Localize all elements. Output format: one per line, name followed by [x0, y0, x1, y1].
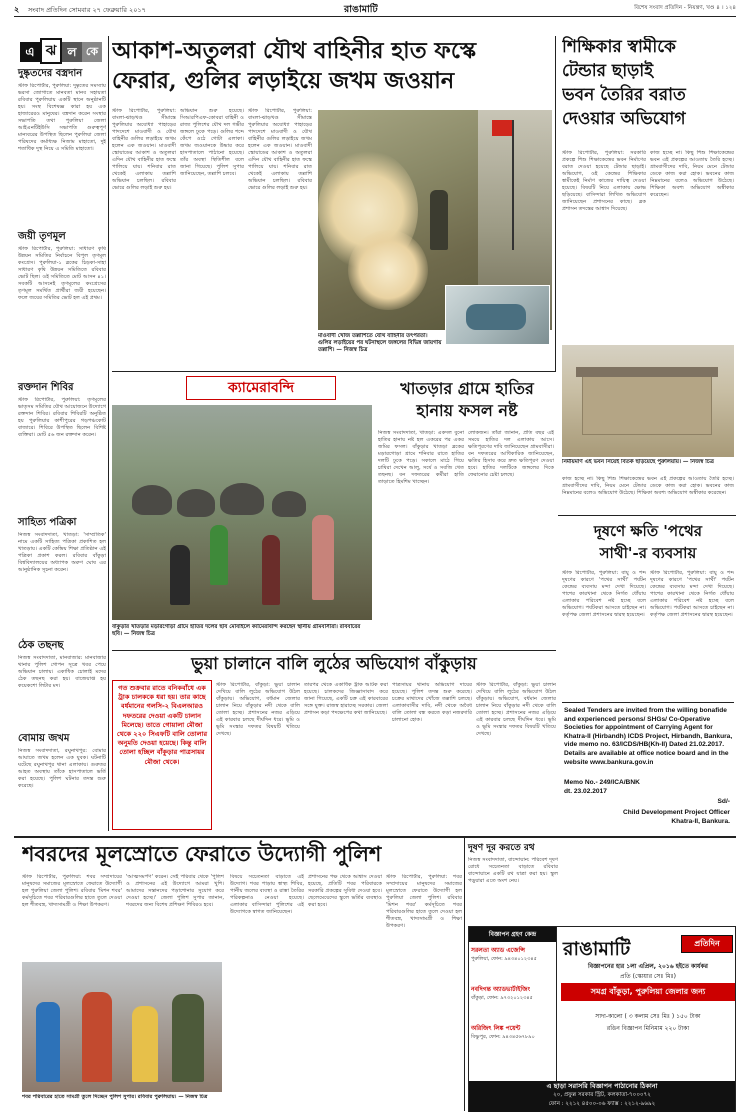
ad-bottom-phone: ফোন : ২২১২ ৪৫০০-০৬ ফ্যাক্স : ২২১২-৯৬৯২: [548, 1101, 656, 1107]
lead-headline-1: আকাশ-অতুলরা যৌথ বাহিনীর হাত ফস্কে: [112, 38, 477, 64]
police-headline: শবরদের মূলস্রোতে ফেরাতে উদ্যোগী পুলিশ: [22, 841, 382, 866]
police-body-col4: প্রশাসনের পক্ষ থেকে আশ্বাস দেওয়া হয়েছে, প্রতিটি শবর পরিবারকে সরকারি প্রকল্পের সুবিধা দেওয়া হবে। ছেলেমেয়েদের স্কুলে ভর্তির ব্যবস্থাও করা হবে।: [308, 874, 382, 908]
elephant-shape: [220, 483, 264, 515]
lead-headline-2: ফেরার, গুলির লড়াইয়ে জখম জওয়ান: [112, 68, 455, 94]
building-wall: [582, 375, 712, 435]
police-photo: [22, 962, 222, 1092]
sidebar-item: [18, 229, 106, 374]
paper-date: সংবাদ প্রতিদিন সোমবার ২৭ ফেব্রুয়ারি ২০১৭: [28, 6, 146, 14]
ad-centre-name: অরিজিৎ লিঙ্ক পয়েন্ট: [471, 1025, 521, 1032]
tender-signatory-2: Khatra-II, Bankura.: [671, 818, 730, 825]
villager-figure: [312, 515, 334, 600]
section-title: রাঙামাটি: [344, 4, 378, 15]
brief-title: দূষণ দূর করতে রথ: [468, 843, 535, 853]
page-number: ২: [14, 5, 20, 14]
ad-brand: রাঙামাটি: [563, 938, 631, 960]
lead-body-col3: স্টাফ রিপোর্টার, পুরুলিয়া: বাংলা-ঝাড়খণ্ড সীমান্তে পুরুলিয়ার অযোধ্যা পাহাড়ের পাদদেশে মাওবাদী ও যৌথ বাহিনীর গুলির লড়াইয়ে জখম হলেন এক জওয়ান। মাওবাদী স্কোয়াডের আকাশ ও অতুলরা এদিন যৌথ বাহিনীর হাত ফস্কে পালিয়ে যায়। শনিবার রাত থেকেই এলাকায় তল্লাশি অভিযান চলছিল। রবিবার ভোরে গুলির লড়াই শুরু হয়।: [248, 108, 312, 191]
lead-photo-caption: মাওবাদী খোঁজ তল্লাশিতে যৌথ বাহিনীর তৎপরতা। গুলির লড়াইয়ের পর ঘটনাস্থলে জঙ্গলের বিভিন্ন জায়গায় তল্লাশি। — নিজস্ব চিত্র: [318, 333, 442, 353]
sidebar: [18, 66, 106, 806]
injured-jawan-photo: [445, 285, 550, 345]
ad-rate-detail-1: সাদা-কালো ( ৩ কলাম সেঃ মিঃ ) ১৫০ টাকা: [595, 1013, 701, 1020]
elephant-body-col2: লোকজন। তাঁরা জানান, প্রতি বছর এই সময়ে হাতির দল এলাকায় আসে। ক্ষতিপূরণের দাবি জানিয়েছেন গ্রামবাসীরা। বন দফতরের আধিকারিক জানিয়েছেন, ক্ষতির হিসাব করে দ্রুত ক্ষতিপূরণ দেওয়া হবে। হাতির দলটিকে জঙ্গলের দিকে ফেরানোর চেষ্টা চলছে।: [468, 430, 554, 478]
brief-text: নিজস্ব সংবাদদাতা, বান্দোয়ান: পরিবেশ দূষণ রোধে সচেতনতা বাড়াতে রবিবার বান্দোয়ানে একটি রথ যাত্রা করা হয়। স্কুল পড়ুয়ারা এতে অংশ নেয়।: [468, 857, 558, 884]
logo-block-1: এ: [20, 42, 40, 62]
teacher-headline-1: শিক্ষিকার স্বামীকে: [562, 37, 676, 57]
logo-block-2: ঝ: [40, 38, 62, 64]
smoke-shape: [348, 230, 428, 310]
ekjhalak-logo: [20, 38, 102, 64]
sidebar-item-text: স্টাফ রিপোর্টার, পুরুলিয়া: তৃণমূলের ভাতৃসম সমিতির যৌথ আয়োজনে উদ্যোগে রক্তদান শিবির। রবিবার শিবিরটি অনুষ্ঠিত হয় পুরুলিয়ার কাশীপুরের গড়পঞ্চকোট বাজারে। শিবিরে উপস্থিত ছিলেন বিশিষ্ট ব্যক্তিরা। মোট ৫৬ জন রক্তদান করেন।: [18, 397, 106, 438]
red-flag: [492, 120, 514, 136]
ad-centre-detail: পুরুলিয়া, ফোন: ৯৪৩৪০১২৩৪৫: [471, 956, 537, 962]
sand-body-col2: তারপর থেকে একাধিক ট্রাক আটক করা হয়েছে। চালকদের জিজ্ঞাসাবাদ করে জানা গিয়েছে, একটি চক্র এই কারবারের সঙ্গে যুক্ত। রাজস্ব হারাচ্ছে সরকার। জেলা প্রশাসন কড়া পদক্ষেপের কথা জানিয়েছে।: [304, 682, 388, 716]
pathersathi-headline-2: সাথী'-র ব্যবসায়: [599, 544, 697, 562]
sidebar-item-text: নিজস্ব সংবাদদাতা, মানবাজার: মানবাজার থানার পুলিশ গোপন সূত্রে খবর পেয়ে অভিযান চালায়। একাধিক চোলাই মদের ঠেক তছনছ করা হয়। বাজেয়াপ্ত হয় কয়েকশো লিটার মদ।: [18, 655, 106, 689]
sidebar-item-text: স্টাফ রিপোর্টার, পুরুলিয়া: সাধারণ কৃষি উন্নয়ন সমিতির নির্বাচনে বিপুল তৃণমূল কংগ্রেস। পুরুলিয়া-১ ব্লকের চিড়কা-সাহা সাধারণ কৃষি উন্নয়ন সমিতিতে রবিবার ভোট ছিল। ওই সমিতিতে মোট আসন ৪১। সবকটি আসনেই তৃণমূলের কংগ্রেসের তৃণমূল সমর্থিত প্রার্থীরা জয়ী হয়েছেন। ফলে জয়ের সমিতির ভোট হল এই প্রথম।: [18, 246, 106, 301]
sidebar-item-text: নিজস্ব সংবাদদাতা, রঘুনাথপুর: বোমার আঘাতে জখম হলেন এক যুবক। ঘটনাটি ঘটেছে রঘুনাথপুর থানা এলাকায়। গুরুতর আহত অবস্থায় তাঁকে হাসপাতালে ভর্তি করা হয়েছে। পুলিশ ঘটনার তদন্ত শুরু করেছে।: [18, 748, 106, 789]
person-figure: [172, 994, 204, 1082]
soldier-figure: [430, 190, 448, 250]
patient-figure: [466, 304, 526, 330]
ad-centres-panel: [469, 927, 557, 1081]
sidebar-item-text: নিজস্ব সংবাদদাতা, খাতড়া: 'সাম্প্রতিক' নামে একটি সাহিত্য পত্রিকা প্রকাশিত হল খাতড়ায়। একটি কেন্দ্রিয় শিক্ষা প্রতিষ্ঠান এই পত্রিকা প্রকাশ করল। রবিবার বাঁকুড়া বিশ্ববিদ্যালয়ের অধ্যাপক অরুণ ঘোষ এর আনুষ্ঠানিক সূচনা করেন।: [18, 532, 106, 573]
ad-brand-right-text: প্রতিদিন: [694, 939, 720, 948]
person-figure: [132, 1006, 158, 1082]
elephant-shape: [272, 491, 306, 517]
sidebar-item: [18, 515, 106, 632]
ad-centre-item: [469, 981, 556, 1020]
camera-label-box: [186, 376, 336, 400]
teacher-body-cont: কাজ হচ্ছে না। কিছু শিশু শিক্ষাকেন্দ্রের ভবন এই প্রকল্পের আওতায় তৈরি হচ্ছে। গ্রামবাসীদের দাবি, নিয়ম মেনে টেন্ডার ডেকে কাজ করা হোক। ভবনের কাজ নিম্নমানের বলেও অভিযোগ উঠেছে। শিক্ষিকা অবশ্য অভিযোগ অস্বীকার করেছেন।: [562, 476, 734, 496]
sidebar-item-title: রক্তদান শিবির: [18, 382, 74, 393]
sand-body-col4: স্টাফ রিপোর্টার, বাঁকুড়া: ভুয়া চালান দেখিয়ে বালি লুঠের অভিযোগ উঠল বাঁকুড়ায়। অভিযোগ, বর্ধমান জেলার চালান নিয়ে বাঁকুড়ার নদী থেকে বালি তোলা হচ্ছে। প্রশাসনের নজর এড়িয়ে এই কারবার চলছে দীর্ঘদিন ধরে। ভূমি ও ভূমি সংস্কার দফতর বিষয়টি খতিয়ে দেখছে।: [476, 682, 556, 737]
ad-bottom-address: ২০, প্রফুল্ল সরকার স্ট্রিট, কলকাতা-৭০০০৭২: [553, 1092, 651, 1098]
sidebar-item: [18, 638, 106, 725]
ad-centre-detail: বাঁকুড়া, ফোন: ৯৭৩২০১২৩৪৫: [471, 995, 533, 1001]
ad-region-text: সমগ্র বাঁকুড়া, পুরুলিয়া জেলার জন্য: [590, 987, 706, 996]
teacher-headline-4: দেওয়ার অভিযোগ: [562, 109, 686, 129]
pollution-brief: [468, 840, 736, 920]
sidebar-item: [18, 66, 106, 223]
pathersathi-body-col2: স্টাফ রিপোর্টার, পুরুলিয়া: বায়ু ও শব্দ দূষণের কারণে 'পথের সাথী' পর্যটন কেন্দ্রের ব্যবসায় মন্দা দেখা দিয়েছে। পাশের কারখানা থেকে নির্গত ধোঁয়ায় এলাকার পরিবেশ নষ্ট হচ্ছে বলে অভিযোগ। পর্যটকরা আসতে চাইছেন না। কর্তৃপক্ষ জেলা প্রশাসনের দ্বারস্থ হয়েছেন।: [650, 570, 734, 618]
elephant-body-col1: নিজস্ব সংবাদদাতা, খাতড়া: একদল বুনো হাতির হানায় নষ্ট হল একরের পর একর জমির ফসল। বাঁকুড়ার খাতড়া ব্লকের মড়ারগোড়া গ্রামে শনিবার রাতে হাতির দলটি ঢুকে পড়ে। সকালে মাঠে গিয়ে চাষিরা দেখেন আলু, সর্ষে ও সবজি খেত তছনছ। বন দফতরের কর্মীরা হাতি তাড়াতে হিমশিম খাচ্ছেন।: [378, 430, 464, 485]
elephant-shape: [177, 489, 215, 517]
tender-notice: [562, 702, 734, 830]
villager-figure: [170, 545, 190, 605]
elephant-photo: [112, 405, 372, 620]
police-body-col1: স্টাফ রিপোর্টার, পুরুলিয়া: শবর সম্প্রদায়ের মানুষদের সমাজের মূলস্রোতে ফেরাতে উদ্যোগী হল পুরুলিয়া জেলা পুলিশ। রবিবার 'মিশন শবর' কর্মসূচিতে শবর পরিবারগুলির হাতে তুলে দেওয়া হল শীতবস্ত্র, খাদ্যসামগ্রী ও শিক্ষা উপকরণ।: [22, 874, 122, 908]
ad-centre-item: [469, 1020, 556, 1059]
lead-body-col2: অভিযান শুরু হয়েছে। সিআরপিএফ-কোবরা বাহিনী ও রাজ্য পুলিশের যৌথ দল গভীর জঙ্গলে ঢুকে পড়ে। গুলির শব্দে কেঁপে ওঠে গোটা এলাকা। জখম জওয়ানকে উদ্ধার করে হাসপাতালে পাঠানো হয়েছে। তাঁর অবস্থা স্থিতিশীল বলে জানা গিয়েছে। পুলিশ সুপার জানিয়েছেন, তল্লাশি চলবে।: [180, 108, 244, 177]
villager-figure: [262, 535, 280, 605]
logo-block-4: কে: [82, 42, 102, 62]
teacher-headline-2: টেন্ডার ছাড়াই: [562, 61, 654, 81]
ad-region-banner: [561, 983, 735, 1001]
ad-brand-right: [681, 935, 733, 953]
police-photo-caption: শবর পরিবারের হাতে সামগ্রী তুলে দিচ্ছেন পুলিশ সুপার। রবিবার পুরুলিয়ায়। — নিজস্ব চিত্র: [22, 1094, 208, 1100]
sidebar-item-title: দুষ্কৃতদের বস্ত্রদান: [18, 68, 83, 79]
elephant-shape: [132, 485, 172, 515]
sidebar-item-title: বোমায় জখম: [18, 733, 70, 744]
person-figure: [36, 1002, 60, 1082]
villager-figure: [210, 525, 228, 585]
tender-text: Sealed Tenders are invited from the willing bonafide and experienced persons/ SHGs/ Co-Operative Societies for appointment of Carrying Agent for Khatra-II (Hirbandh) ICDS Project, Hirbandh, Bankura, vide memo no. 63/ICDS/HB(Kh-II) Dated 21.02.2017. Details are available at office notice board and in the website www.bankura.gov.in: [564, 707, 733, 766]
tender-memo: Memo No.- 249/ICA/BNK: [564, 779, 640, 786]
tender-signatory-1: Child Development Project Officer: [623, 809, 730, 816]
ad-rate-line1: বিজ্ঞাপনের হার ১লা এপ্রিল, ২০১৬ হইতে কার্যকর: [588, 963, 708, 970]
ad-bottom-title: এ ছাড়া সরাসরি বিজ্ঞাপন পাঠানোর ঠিকানা: [546, 1082, 658, 1090]
tender-sd: Sd/-: [717, 798, 730, 805]
person-figure: [82, 992, 112, 1082]
building-roof: [576, 367, 718, 377]
building-photo: [562, 345, 734, 457]
ad-rate-line2: প্রতি (স্কোয়ার সেঃ মিঃ): [619, 973, 676, 980]
building-caption: নির্মীয়মাণ এই ভবন নিয়েই বিতর্ক ছড়িয়েছে পুরুলিয়ায়। — নিজস্ব চিত্র: [562, 459, 714, 465]
page-header: [14, 3, 736, 17]
logo-block-3: ল: [62, 42, 82, 62]
ad-centre-detail: বিষ্ণুপুর, ফোন: ৯৪৩৪৫৬৭৮৯০: [471, 1034, 535, 1040]
teacher-body-col2: কাজ হচ্ছে না। কিছু শিশু শিক্ষাকেন্দ্রের ভবন এই প্রকল্পের আওতায় তৈরি হচ্ছে। গ্রামবাসীদের দাবি, নিয়ম মেনে টেন্ডার ডেকে কাজ করা হোক। ভবনের কাজ নিম্নমানের বলেও অভিযোগ উঠেছে। শিক্ষিকা অবশ্য অভিযোগ অস্বীকার করেছেন।: [650, 150, 734, 198]
teacher-body-col1: স্টাফ রিপোর্টার, পুরুলিয়া: সরকারি প্রকল্পে শিশু শিক্ষাকেন্দ্রের ভবন নির্মাণের বরাত দেওয়া হয়েছে টেন্ডার ছাড়াই। অভিযোগ, ওই কেন্দ্রের শিক্ষিকার স্বামীকেই নির্মাণ কাজের দায়িত্ব দেওয়া হয়েছে। বিষয়টি নিয়ে এলাকায় ক্ষোভ ছড়িয়েছে। বাসিন্দারা লিখিত অভিযোগ জানিয়েছেন প্রশাসনের কাছে। ব্লক প্রশাসন তদন্তের আশ্বাস দিয়েছে।: [562, 150, 646, 212]
pathersathi-body-col1: স্টাফ রিপোর্টার, পুরুলিয়া: বায়ু ও শব্দ দূষণের কারণে 'পথের সাথী' পর্যটন কেন্দ্রের ব্যবসায় মন্দা দেখা দিয়েছে। পাশের কারখানা থেকে নির্গত ধোঁয়ায় এলাকার পরিবেশ নষ্ট হচ্ছে বলে অভিযোগ। পর্যটকরা আসতে চাইছেন না। কর্তৃপক্ষ জেলা প্রশাসনের দ্বারস্থ হয়েছেন।: [562, 570, 646, 618]
ad-box: [468, 926, 736, 1112]
pathersathi-headline-1: দূষণে ক্ষতি 'পথের: [593, 522, 703, 540]
teacher-headline-3: ভবন তৈরির বরাত: [562, 85, 686, 105]
sand-body-col3: পাত্রসায়র থানায় অভিযোগ দায়ের হয়েছে। পুলিশ তদন্ত শুরু করেছে। চক্রের মাথাদের খোঁজে তল্লাশি চলছে। এলাকাবাসীর দাবি, নদী থেকে অবৈধ বালি তোলা বন্ধ করতে কড়া নজরদারি চালানো হোক।: [392, 682, 472, 723]
ad-centres-header: বিজ্ঞাপন গ্রহণ কেন্দ্র: [469, 927, 556, 942]
sand-body-col1: স্টাফ রিপোর্টার, বাঁকুড়া: ভুয়া চালান দেখিয়ে বালি লুঠের অভিযোগ উঠল বাঁকুড়ায়। অভিযোগ, বর্ধমান জেলার চালান নিয়ে বাঁকুড়ার নদী থেকে বালি তোলা হচ্ছে। প্রশাসনের নজর এড়িয়ে এই কারবার চলছে দীর্ঘদিন ধরে। ভূমি ও ভূমি সংস্কার দফতর বিষয়টি খতিয়ে দেখছে।: [216, 682, 300, 737]
sidebar-item: [18, 731, 106, 838]
ad-bottom-bar: [469, 1081, 735, 1112]
ad-centre-name: নবদিগন্ত অ্যাডভার্টাইজিং: [471, 986, 531, 993]
elephant-headline-2: হানায় ফসল নষ্ট: [416, 401, 518, 420]
lead-body-col1: স্টাফ রিপোর্টার, পুরুলিয়া: বাংলা-ঝাড়খণ্ড সীমান্তে পুরুলিয়ার অযোধ্যা পাহাড়ের পাদদেশে মাওবাদী ও যৌথ বাহিনীর গুলির লড়াইয়ে জখম হলেন এক জওয়ান। মাওবাদী স্কোয়াডের আকাশ ও অতুলরা এদিন যৌথ বাহিনীর হাত ফস্কে পালিয়ে যায়। শনিবার রাত থেকেই এলাকায় তল্লাশি অভিযান চলছিল। রবিবার ভোরে গুলির লড়াই শুরু হয়।: [112, 108, 176, 191]
elephant-headline-1: খাতড়ার গ্রামে হাতির: [400, 379, 534, 398]
police-body-col5: স্টাফ রিপোর্টার, পুরুলিয়া: শবর সম্প্রদায়ের মানুষদের সমাজের মূলস্রোতে ফেরাতে উদ্যোগী হল পুরুলিয়া জেলা পুলিশ। রবিবার 'মিশন শবর' কর্মসূচিতে শবর পরিবারগুলির হাতে তুলে দেওয়া হল শীতবস্ত্র, খাদ্যসামগ্রী ও শিক্ষা উপকরণ।: [386, 874, 462, 929]
flag-pole: [512, 120, 514, 250]
sidebar-item: [18, 380, 106, 509]
sidebar-item-title: জয়ী তৃণমূল: [18, 231, 66, 242]
ad-centre-name: সরলতা অ্যাড এজেন্সি: [471, 947, 526, 954]
sidebar-item-title: ঠেক তছনছ: [18, 640, 64, 651]
sand-headline: ভুয়া চালানে বালি লুঠের অভিযোগ বাঁকুড়ায়: [191, 654, 477, 673]
police-body-col2: 'আত্মসমর্পণ' করেন। সেই পরিবার থেকে 'পুলিশ ও প্রশাসনের এই উদ্যোগে আমরা খুশি। আমাদের সন্তানদের পড়াশোনার সুযোগ করে দেওয়া হচ্ছে।' জেলা পুলিশ সুপার জানান, শবরদের জন্য বিশেষ প্রশিক্ষণ শিবিরও হবে।: [126, 874, 224, 908]
police-body-col3: বিষয়ে সচেতনতা বাড়াতে এই উদ্যোগ। শবর পাড়ায় স্বাস্থ্য শিবির, পানীয় জলের ব্যবস্থা ও রাস্তা তৈরির পরিকল্পনাও নেওয়া হয়েছে। এলাকার বাসিন্দারা পুলিশের এই উদ্যোগকে স্বাগত জানিয়েছেন।: [230, 874, 304, 915]
elephant-photo-caption: বাঁকুড়ার খাতড়ার মড়ারগোড়া গ্রামে হাতির দলের ছবি মোবাইলে ক্যামেরাবন্দি করছেন স্থানীয় গ্রামবাসীরা। রবিবারের ছবি। — নিজস্ব চিত্র: [112, 624, 361, 637]
sand-highlight-text: গত শুক্রবার রাতে বনিকবাঁধে এক ট্রাক চালককে ধরা হয়। তার কাছে বর্ধমানের গলসি-২ বিএলআরও দফতরের দেওয়া একটি চালান মিলেছে। তাতে গোয়ালা মৌজা থেকে ২২০ সিএফটি বালি তোলার অনুমতি দেওয়া হয়েছে। কিন্তু বালি তোলা হচ্ছিল বাঁকুড়ার পাত্রসায়র মৌজা থেকে।: [116, 684, 208, 766]
sidebar-item-text: স্টাফ রিপোর্টার, পুরুলিয়া: দুষ্কৃতের সমস্যায় ভরসা জোগাতে মানবতা মানব সহায়তা রবিবার পুরুলিয়ায় একটি স্থানে অনুষ্ঠানটি হয়। সংস্থ বিশেষজ্ঞ কারা হয় এক হাজারেরও মানুষের। বস্ত্রদান করেন সংস্থার সভাপতি তথা পুরুলিয়া জেলা আইএনটিইউসি সভাপতি গুরুত্বপূর্ণ মান্যবরের উপস্থিত ছিলেন পুরুলিয়া জেলা পরিষদের কর্মাধ্যক্ষ নিজাম মাহাতো, দুই শতাধিক দুস্থ নিয়ে এ সমিতি মাহাতো।: [18, 83, 106, 152]
tender-date: dt. 23.02.2017: [564, 788, 607, 795]
ad-rate-detail-2: রঙিন বিজ্ঞাপন মিনিমাম ২২০ টাকা: [606, 1025, 690, 1032]
camera-label: ক্যামেরাবন্দি: [227, 380, 295, 396]
sidebar-item-title: সাহিত্য পত্রিকা: [18, 517, 77, 528]
sand-highlight-box: [112, 680, 212, 830]
header-meta: বিশেষ সংবাদ প্রতিদিন - নিয়ন্ত্রণ, খণ্ড ৪ । ১২৪: [634, 5, 736, 11]
ad-centre-item: [469, 942, 556, 981]
